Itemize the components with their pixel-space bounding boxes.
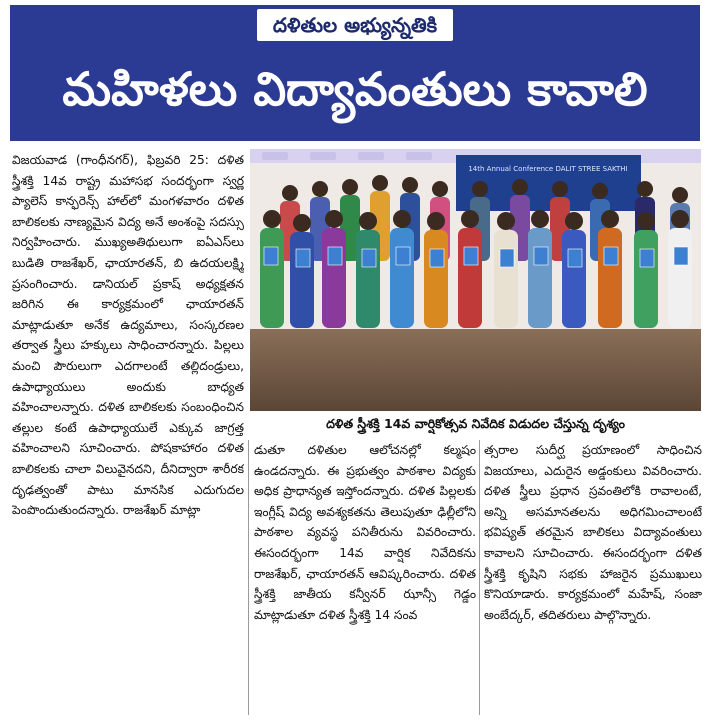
column-divider — [479, 440, 480, 715]
group-photo-illustration — [250, 149, 701, 411]
body-column-1: విజయవాడ (గాంధీనగర్), ఫిబ్రవరి 25: దళిత స్త్రీశక్తి 14వ రాష్ట్ర మహాసభ సందర్భంగా స్వర్ణ ప్యాలెస్ కాన్ఫరెన్స్ హాల్‌లో మంగళవారం దళిత బాలికలకు నాణ్యమైన విద్య అనే అంశంపై సదస్సు నిర్వహించారు. ముఖ్యఅతిథులుగా ఐఏఎస్‌లు బుడితి రాజశేఖర్, ఛాయారతన్, బి ఉదయలక్ష్మి ప్రసంగించారు. డానియల్ ప్రకాష్ అధ్యక్షతన జరిగిన ఈ కార్యక్రమంలో ఛాయారతన్ మాట్లాడుతూ అనేక ఉద్యమాలు, సంస్కరణల తర్వాత స్త్రీలు హక్కులు సాధించారన్నారు. పిల్లలు మంచి పౌరులుగా ఎదగాలంటే తల్లిదండ్రులు, ఉపాధ్యాయులు అందుకు బాధ్యత వహించాలన్నారు. దళిత బాలికలకు సంబంధించిన తల్లుల కంటే ఉపాధ్యాయులే ఎక్కువ జాగ్రత్త వహించాలని సూచించారు. పోషకాహారం దళిత బాలికలకు చాలా విలువైనదని, దీనిద్వారా శారీరక దృఢత్వంతో పాటు మానసిక ఎదుగుదల పెంపొందుతుందన్నారు. రాజశేఖర్ మాట్లా — [12, 153, 244, 518]
article-photo — [250, 149, 701, 411]
column-divider — [248, 440, 249, 715]
photo-caption: దళిత స్త్రీశక్తి 14వ వార్షికోత్సవ నివేదిక విడుదల చేస్తున్న దృశ్యం — [326, 415, 625, 431]
kicker: దళితుల అభ్యున్నతికి — [257, 9, 453, 41]
body-column-2: డుతూ దళితుల ఆలోచనల్లో కల్మషం ఉండదన్నారు. ఈ ప్రభుత్వం పాఠశాల విద్యకు అధిక ప్రాధాన్యత ఇస్తోందన్నారు. దళిత పిల్లలకు ఇంగ్లీష్ విద్య అవశ్యకతను తెలుపుతూ ఢిల్లీలోని పాఠశాల వ్యవస్థ పనితీరును వివరించారు. ఈసందర్భంగా 14వ వార్షిక నివేదికను రాజశేఖర్, ఛాయారతన్ ఆవిష్కరించారు. దళిత స్త్రీశక్తి జాతీయ కన్వీనర్ ఝాన్సీ గెడ్డం మాట్లాడుతూ దళిత స్త్రీశక్తి 14 సంవ — [254, 443, 476, 622]
headline: మహిళలు విద్యావంతులు కావాలి — [62, 62, 648, 116]
body-column-3: త్సరాల సుదీర్ఘ ప్రయాణంలో సాధించిన విజయాలు, ఎదురైన అడ్డంకులు వివరించారు. దళిత స్త్రీలు ప్రధాన స్రవంతిలోకి రావాలంటే, అన్ని అసమానతలను అధిగమించాలంటే భవిష్యత్ తరమైన బాలికలు విద్యావంతులు కావాలని సూచించారు. ఈసందర్భంగా దళిత స్త్రీశక్తి కృషిని సభకు హాజరైన ప్రముఖులు కొనియాడారు. కార్యక్రమంలో మహేష్, సంజా అంబేద్కర్, తదితరులు పాల్గొన్నారు. — [484, 443, 702, 622]
svg-text:14th Annual Conference DALIT S: 14th Annual Conference DALIT STREE SAKTHI — [468, 165, 628, 173]
kicker-band — [10, 5, 700, 45]
